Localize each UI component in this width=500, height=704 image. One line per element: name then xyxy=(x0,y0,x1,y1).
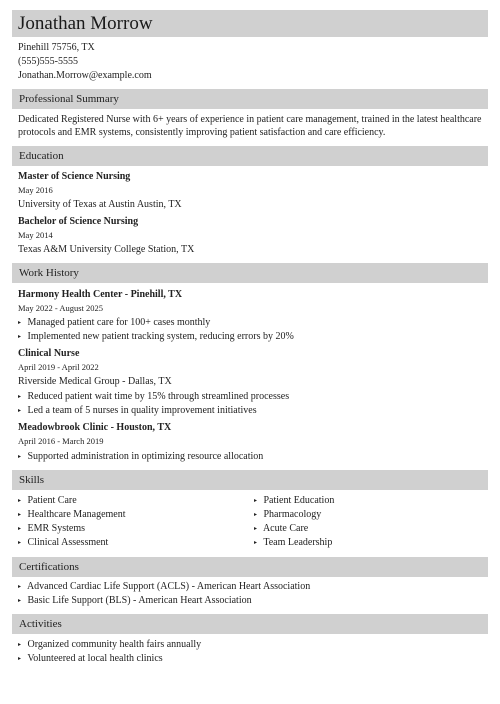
bullet-icon: ▸ xyxy=(18,642,22,648)
bullet-icon: ▸ xyxy=(18,334,22,340)
skill-item xyxy=(18,494,77,508)
job-bullet-text: Implemented new patient tracking system, reducing errors by 20% xyxy=(27,331,294,342)
certifications-section-title: Certifications xyxy=(19,561,79,573)
skill-text: EMR Systems xyxy=(27,523,86,534)
skill-item xyxy=(254,522,308,536)
skill-item xyxy=(254,508,321,522)
activity-item xyxy=(18,652,163,666)
skill-text: Pharmacology xyxy=(263,509,322,520)
skill-text: Team Leadership xyxy=(263,537,333,548)
activity-text: Volunteered at local health clinics xyxy=(27,653,163,664)
bullet-icon: ▸ xyxy=(254,540,258,546)
summary-section-header xyxy=(12,89,488,109)
bullet-icon: ▸ xyxy=(254,512,258,518)
skill-item xyxy=(18,508,126,522)
school-name: Texas A&M University College Station, TX xyxy=(18,244,195,255)
certification-item xyxy=(18,594,252,608)
job-bullet xyxy=(18,404,257,418)
bullet-icon: ▸ xyxy=(18,454,22,460)
bullet-icon: ▸ xyxy=(18,598,22,604)
work-section-header xyxy=(12,263,488,283)
job-bullet-text: Reduced patient wait time by 15% through streamlined processes xyxy=(27,391,290,402)
skill-item xyxy=(18,522,85,536)
bullet-icon: ▸ xyxy=(18,394,22,400)
activity-text: Organized community health fairs annually xyxy=(27,639,202,650)
job-bullet-text: Supported administration in optimizing resource allocation xyxy=(27,451,264,462)
skills-section-header xyxy=(12,470,488,490)
skill-item xyxy=(254,494,334,508)
summary-line-2: protocols and EMR systems, consistently improving patient satisfaction and care efficiency. xyxy=(18,127,386,138)
activity-item xyxy=(18,638,201,652)
bullet-icon: ▸ xyxy=(254,498,258,504)
bullet-icon: ▸ xyxy=(18,584,22,590)
work-section-title: Work History xyxy=(19,267,79,279)
summary-section-title: Professional Summary xyxy=(19,93,119,105)
phone: (555)555-5555 xyxy=(18,56,78,67)
job-dates: April 2016 - March 2019 xyxy=(18,436,104,446)
skill-text: Healthcare Management xyxy=(27,509,126,520)
name-banner xyxy=(12,10,488,37)
skill-text: Clinical Assessment xyxy=(27,537,109,548)
email: Jonathan.Morrow@example.com xyxy=(18,70,152,81)
bullet-icon: ▸ xyxy=(254,526,258,532)
skill-text: Patient Care xyxy=(27,495,77,506)
bullet-icon: ▸ xyxy=(18,320,22,326)
bullet-icon: ▸ xyxy=(18,526,22,532)
certification-text: Advanced Cardiac Life Support (ACLS) - American Heart Association xyxy=(26,581,311,592)
job-employer: Riverside Medical Group - Dallas, TX xyxy=(18,376,172,387)
job-dates: May 2022 - August 2025 xyxy=(18,303,103,313)
bullet-icon: ▸ xyxy=(18,408,22,414)
skills-section-title: Skills xyxy=(19,474,45,486)
school-name: University of Texas at Austin Austin, TX xyxy=(18,199,182,210)
job-bullet xyxy=(18,390,289,404)
job-dates: April 2019 - April 2022 xyxy=(18,362,99,372)
bullet-icon: ▸ xyxy=(18,540,22,546)
candidate-name: Jonathan Morrow xyxy=(18,13,153,34)
skill-item xyxy=(18,536,108,550)
skill-item xyxy=(254,536,332,550)
job-bullet xyxy=(18,316,210,330)
job-heading: Meadowbrook Clinic - Houston, TX xyxy=(18,422,172,433)
job-bullet xyxy=(18,330,294,344)
certification-text: Basic Life Support (BLS) - American Heart Association xyxy=(27,595,252,606)
job-bullet-text: Managed patient care for 100+ cases monthly xyxy=(27,317,211,328)
job-bullet-text: Led a team of 5 nurses in quality improvement initiatives xyxy=(27,405,257,416)
education-section-header xyxy=(12,146,488,166)
education-section-title: Education xyxy=(19,150,64,162)
degree-title: Master of Science Nursing xyxy=(18,171,131,182)
certification-item xyxy=(18,580,310,594)
bullet-icon: ▸ xyxy=(18,498,22,504)
degree-date: May 2014 xyxy=(18,230,53,240)
job-bullet xyxy=(18,450,263,464)
certifications-section-header xyxy=(12,557,488,577)
activities-section-title: Activities xyxy=(19,618,62,630)
bullet-icon: ▸ xyxy=(18,656,22,662)
bullet-icon: ▸ xyxy=(18,512,22,518)
degree-date: May 2016 xyxy=(18,185,53,195)
activities-section-header xyxy=(12,614,488,634)
address: Pinehill 75756, TX xyxy=(18,42,95,53)
job-heading: Harmony Health Center - Pinehill, TX xyxy=(18,289,183,300)
degree-title: Bachelor of Science Nursing xyxy=(18,216,139,227)
skill-text: Acute Care xyxy=(262,523,309,534)
job-heading: Clinical Nurse xyxy=(18,348,80,359)
skill-text: Patient Education xyxy=(263,495,335,506)
summary-line-1: Dedicated Registered Nurse with 6+ years of experience in patient care management, trained in the latest healthcare xyxy=(18,114,482,125)
